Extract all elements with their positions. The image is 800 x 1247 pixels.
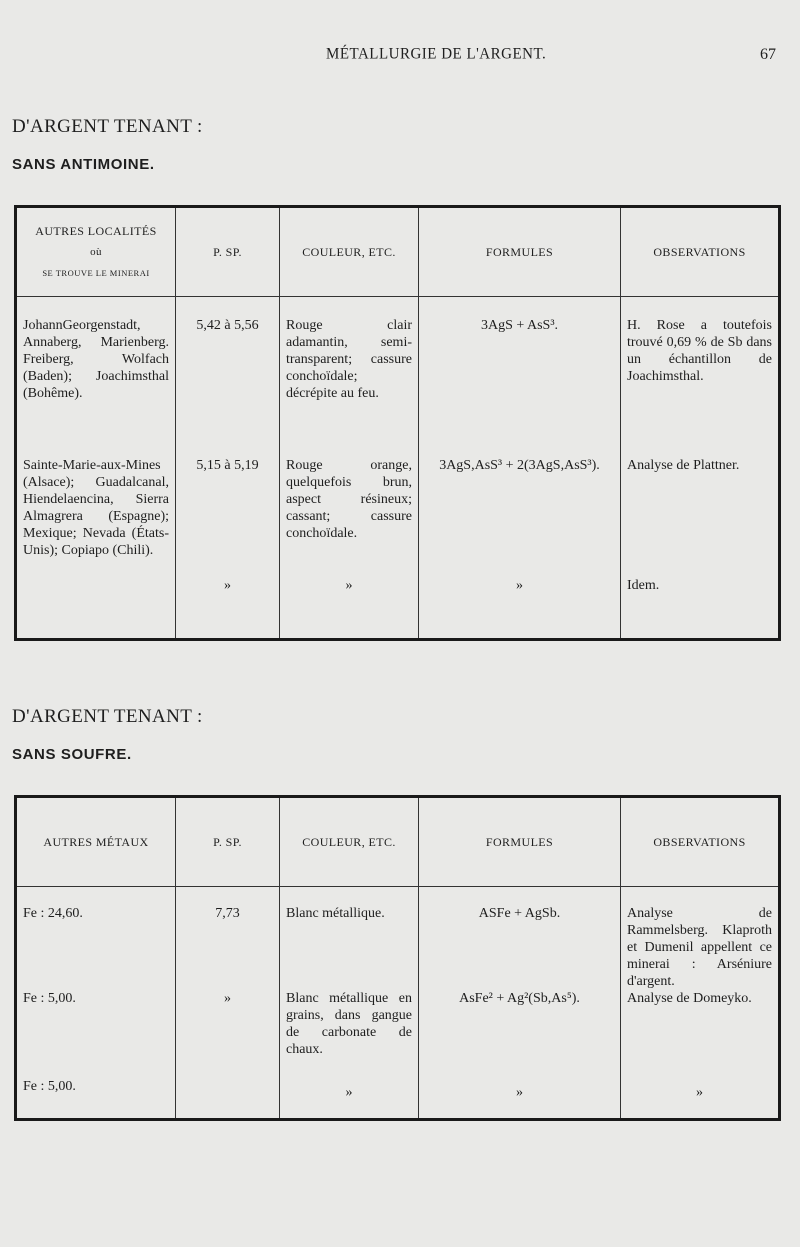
ditto-mark: » xyxy=(345,577,353,593)
cell-specific-gravity xyxy=(176,1078,280,1120)
cell-metals: Fe : 5,00. xyxy=(16,990,176,1078)
table-row xyxy=(16,990,780,1078)
specific-gravity-value: 5,15 à 5,19 xyxy=(196,457,259,473)
formula-value: 3AgS,AsS³ + 2(3AgS,AsS³). xyxy=(439,457,600,473)
cell-observations xyxy=(621,457,780,640)
cell-localities: JohannGeorgenstadt, Annaberg, Marienberg. Freiberg, Wolfach (Baden); Joachimsthal (Bohême). xyxy=(16,297,176,457)
cell-specific-gravity: » xyxy=(176,990,280,1078)
header-other-metals: AUTRES MÉTAUX xyxy=(16,797,176,887)
color-value: Rouge orange, quelquefois brun, aspect résineux; cassant; cassure conchoïdale. xyxy=(286,457,412,541)
ditto-mark: » xyxy=(516,577,523,593)
observation-value: Analyse de Plattner. xyxy=(627,457,740,473)
cell-formula xyxy=(419,457,621,640)
table-row xyxy=(16,1078,780,1120)
table-header-row xyxy=(16,797,780,887)
cell-formula: 3AgS + AsS³. xyxy=(419,297,621,457)
table-header-row xyxy=(16,207,780,297)
header-localities xyxy=(16,207,176,297)
cell-color: Rouge clair adamantin, semi-transparent; cassure conchoïdale; décrépite au feu. xyxy=(280,297,419,457)
cell-metals: Fe : 5,00. xyxy=(16,1078,176,1120)
cell-formula: » xyxy=(419,1078,621,1120)
header-specific-gravity: P. SP. xyxy=(176,207,280,297)
section2-title: D'ARGENT TENANT : xyxy=(12,706,203,727)
cell-color: Blanc métallique. xyxy=(280,887,419,991)
header-localities-line2: où xyxy=(90,245,102,258)
page-number: 67 xyxy=(760,46,776,63)
running-head: MÉTALLURGIE DE L'ARGENT. xyxy=(326,45,547,63)
section2-subtitle: SANS SOUFRE. xyxy=(12,746,132,763)
cell-color xyxy=(280,457,419,640)
ditto-mark: » xyxy=(224,577,231,593)
table-row xyxy=(16,887,780,991)
cell-color: Blanc métallique en grains, dans gangue de carbonate de chaux. xyxy=(280,990,419,1078)
cell-specific-gravity xyxy=(176,457,280,640)
header-localities-line1: AUTRES LOCALITÉS xyxy=(35,223,157,238)
cell-formula: ASFe + AgSb. xyxy=(419,887,621,991)
table-sulfur-free xyxy=(14,795,781,1121)
table-antimony-free xyxy=(14,205,781,641)
cell-specific-gravity: 7,73 xyxy=(176,887,280,991)
cell-specific-gravity: 5,42 à 5,56 xyxy=(176,297,280,457)
cell-observations: H. Rose a toutefois trouvé 0,69 % de Sb dans un échantillon de Joachimsthal. xyxy=(621,297,780,457)
section1-title: D'ARGENT TENANT : xyxy=(12,116,203,137)
header-observations: OBSERVATIONS xyxy=(621,207,780,297)
section1-subtitle: SANS ANTIMOINE. xyxy=(12,156,155,173)
cell-observations: Analyse de Domeyko. xyxy=(621,990,780,1078)
cell-color: » xyxy=(280,1078,419,1120)
header-color: COULEUR, ETC. xyxy=(280,797,419,887)
header-localities-line3: SE TROUVE LE MINERAI xyxy=(42,267,150,278)
header-color: COULEUR, ETC. xyxy=(280,207,419,297)
observation-idem: Idem. xyxy=(627,577,660,593)
header-formulas: FORMULES xyxy=(419,797,621,887)
table-row xyxy=(16,297,780,457)
cell-observations: Analyse de Rammelsberg. Klaproth et Dumenil appellent ce minerai : Arséniure d'argent. xyxy=(621,887,780,991)
header-formulas: FORMULES xyxy=(419,207,621,297)
cell-observations: » xyxy=(621,1078,780,1120)
cell-formula: AsFe² + Ag²(Sb,As⁵). xyxy=(419,990,621,1078)
header-specific-gravity: P. SP. xyxy=(176,797,280,887)
cell-localities: Sainte-Marie-aux-Mines (Alsace); Guadalcanal, Hiendelaencina, Sierra Almagrera (Espagne); Mexique; Nevada (États-Unis); Copiapo (Chili). xyxy=(16,457,176,640)
table-row xyxy=(16,457,780,640)
cell-metals: Fe : 24,60. xyxy=(16,887,176,991)
header-observations: OBSERVATIONS xyxy=(621,797,780,887)
